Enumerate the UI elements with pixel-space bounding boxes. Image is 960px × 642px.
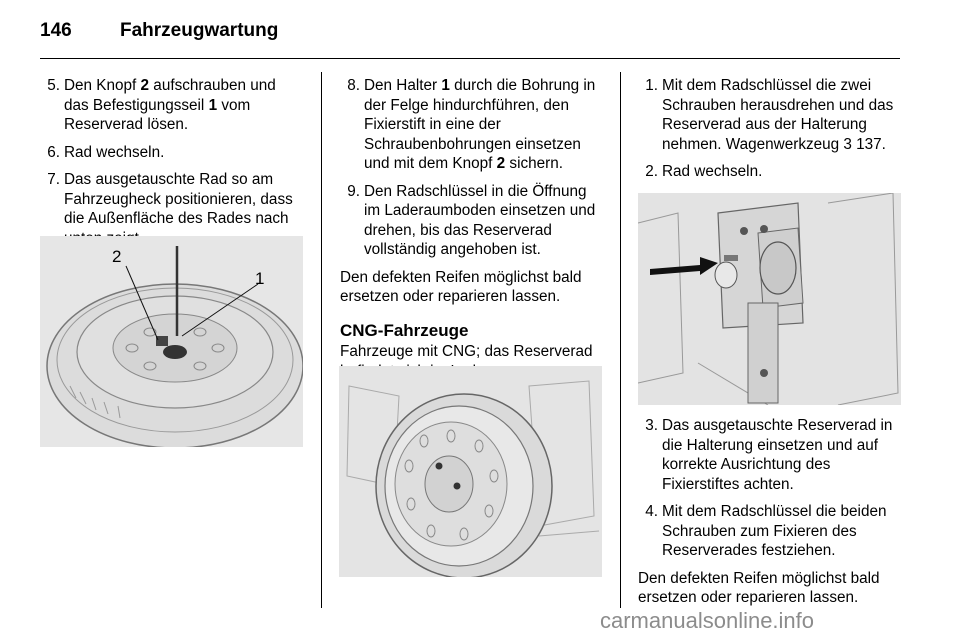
step-text: Rad wechseln. <box>64 143 165 161</box>
step-number: 2. <box>645 163 658 180</box>
step-6 <box>40 143 304 163</box>
spare-wheel-holder-figure <box>638 193 901 405</box>
step-number: 7. <box>47 171 60 188</box>
paragraph: Fahrzeuge mit CNG; das Reserverad <box>340 343 593 360</box>
header-rule <box>40 58 900 59</box>
step-number: 9. <box>347 182 360 200</box>
step-5 <box>40 76 304 135</box>
step-4 <box>638 502 902 561</box>
page-number: 146 <box>40 20 72 41</box>
steps-list <box>40 76 304 248</box>
ref-number: 2 <box>496 155 506 172</box>
step-9 <box>340 182 604 260</box>
step-text: Rad wechseln. <box>662 163 763 180</box>
page-title: Fahrzeugwartung <box>120 20 279 41</box>
step-text: durch die Bohrung in der Felge hindurchführen, den Fixierstift in eine der Schraubenbohrungen einsetzen und mit dem Knopf <box>364 77 596 172</box>
page-reference: 3 137. <box>843 135 886 153</box>
column-2 <box>340 76 604 391</box>
figure-label-1: 1 <box>255 269 265 288</box>
step-number: 4. <box>645 503 658 520</box>
steps-list <box>638 416 902 561</box>
ref-number: 2 <box>140 77 150 94</box>
ref-number: 1 <box>208 96 218 114</box>
step-2 <box>638 162 902 182</box>
section-heading: CNG-Fahrzeuge <box>340 320 469 340</box>
paragraph: Den defekten Reifen möglichst bald ersetzen oder reparieren lassen. <box>638 569 880 606</box>
spare-wheel-cable-figure <box>40 236 303 447</box>
steps-list <box>340 76 604 260</box>
step-text: Mit dem Radschlüssel die zwei Schrauben herausdrehen und das Reserverad aus der Halterung nehmen. Wagenwerkzeug <box>662 77 894 153</box>
column-3 <box>638 76 902 190</box>
step-text: Das ausgetauschte Reserverad in die Halterung einsetzen und auf korrekte Ausrichtung des Fixierstiftes achten. <box>662 417 893 493</box>
step-number: 6. <box>47 143 60 161</box>
step-number: 5. <box>47 77 60 94</box>
page-header <box>40 16 920 46</box>
cng-spare-wheel-illustration <box>339 366 602 577</box>
step-text: Den Halter <box>364 77 442 94</box>
spare-wheel-cable-illustration <box>40 236 303 447</box>
step-1 <box>638 76 902 154</box>
cng-spare-wheel-figure <box>339 366 602 577</box>
step-text: Das ausgetauschte Rad so am Fahrzeugheck positionieren, dass die Außenfläche des Rades nach <box>64 171 293 227</box>
step-text: Den Knopf <box>64 77 141 94</box>
steps-list <box>638 76 902 182</box>
paragraph: Den defekten Reifen möglichst bald ersetzen oder reparieren lassen. <box>340 268 582 305</box>
watermark: carmanualsonline.info <box>600 608 815 633</box>
column-1 <box>40 76 304 256</box>
step-number: 1. <box>645 77 658 94</box>
step-text: aufschrauben und das Befestigungsseil <box>64 77 276 114</box>
column-3-lower <box>638 416 902 618</box>
step-text: Mit dem Radschlüssel die beiden Schrauben zum Fixieren des Reserverades festziehen. <box>662 503 887 559</box>
column-divider-2 <box>620 72 621 608</box>
ref-number: 1 <box>441 77 450 94</box>
step-text: Den Radschlüssel in die Öffnung im Laderaumboden einsetzen und drehen, bis das Reserverad vollständig angehoben ist. <box>364 182 596 258</box>
step-number: 3. <box>645 417 658 434</box>
step-8 <box>340 76 604 174</box>
step-text: sichern. <box>505 155 563 172</box>
figure-label-2: 2 <box>112 247 122 266</box>
column-divider-1 <box>321 72 322 608</box>
step-3 <box>638 416 902 494</box>
step-text: vom Reserverad lösen. <box>64 96 251 133</box>
spare-wheel-holder-illustration <box>638 193 901 405</box>
step-number: 8. <box>347 77 360 94</box>
